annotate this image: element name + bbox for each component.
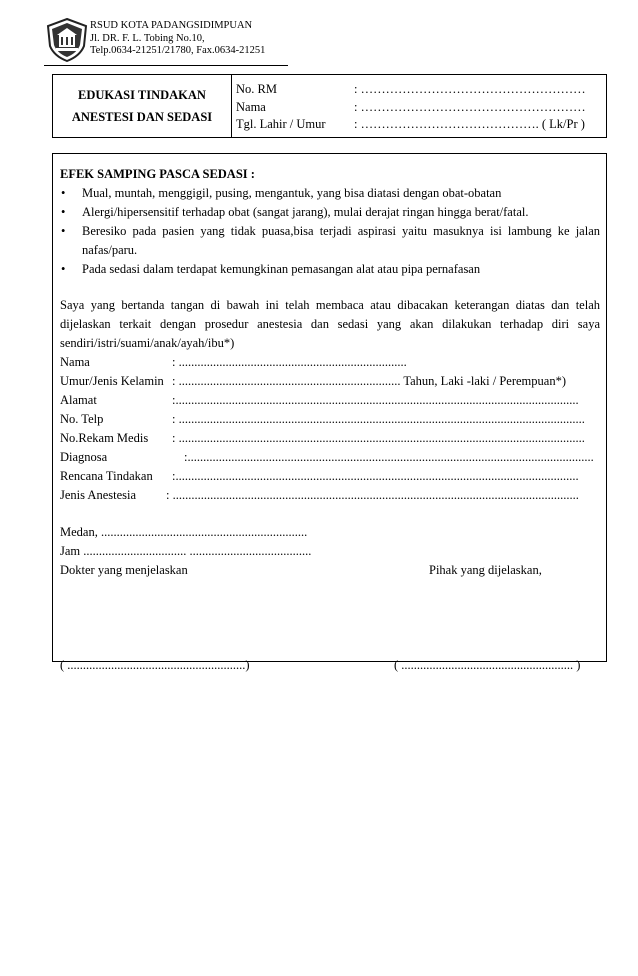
list-item — [60, 222, 600, 260]
field-row-diagnosa — [60, 448, 600, 467]
hospital-phone: Telp.0634-21251/21780, Fax.0634-21251 — [90, 45, 266, 56]
consent-form-box — [52, 153, 607, 672]
field-row-nama — [60, 353, 600, 372]
party-signature-field[interactable]: ( ....................................................... ) — [394, 658, 581, 672]
field-row-rencana — [60, 467, 600, 486]
party-label: Pihak yang dijelaskan, — [429, 563, 542, 577]
id-label: No. RM — [236, 82, 277, 96]
rm-field[interactable]: : ……………………………………………… — [354, 82, 586, 96]
id-label: Tgl. Lahir / Umur — [236, 117, 326, 131]
signer-labels — [60, 561, 600, 580]
field-label: No. Telp — [60, 412, 104, 426]
signature-block — [60, 523, 600, 675]
field-label: Alamat — [60, 393, 97, 407]
field-row-umur — [60, 372, 600, 391]
address-input[interactable]: :................................................................................................................................. — [172, 393, 579, 407]
doctor-label: Dokter yang menjelaskan — [60, 563, 188, 577]
list-item — [60, 260, 600, 279]
list-item — [60, 203, 600, 222]
field-label: Nama — [60, 355, 90, 369]
field-row-alamat — [60, 391, 600, 410]
field-label: Rencana Tindakan — [60, 469, 153, 483]
effect-text: Pada sedasi dalam terdapat kemungkinan pemasangan alat atau pipa pernafasan — [82, 262, 481, 276]
id-label: Nama — [236, 99, 266, 114]
phone-input[interactable]: : .................................................................................................................................. — [172, 412, 585, 426]
form-title-line1: EDUKASI TINDAKAN — [78, 88, 206, 102]
hospital-name: RSUD KOTA PADANGSIDIMPUAN — [90, 20, 253, 31]
name-field[interactable]: : ……………………………………………… — [354, 99, 586, 114]
hospital-address: Jl. DR. F. L. Tobing No.10, — [90, 32, 205, 44]
bullet-icon: • — [61, 186, 66, 200]
bullet-icon: • — [61, 262, 66, 276]
field-row-rekam-medis — [60, 429, 600, 448]
field-row-anestesia — [60, 486, 600, 505]
doctor-signature-field[interactable]: ( .........................................................) — [60, 658, 250, 672]
patient-id-box — [52, 74, 607, 138]
procedure-plan-input[interactable]: :................................................................................................................................. — [172, 469, 579, 483]
consent-statement: Saya yang bertanda tangan di bawah ini telah membaca atau dibacakan keterangan diatas dan telah dijelaskan terkait dengan prosedur anestesia dan sedasi yang akan dilakukan terhadap diri saya sendiri/istri/suami/anak/ayah/ibu*) — [60, 298, 600, 350]
place-date-line[interactable]: Medan, .................................................................. — [60, 525, 308, 539]
form-title-line2: ANESTESI DAN SEDASI — [71, 110, 213, 124]
side-effects-list — [60, 184, 600, 279]
field-label: No.Rekam Medis — [60, 431, 149, 445]
header-divider — [44, 65, 288, 66]
field-row-telp — [60, 410, 600, 429]
age-sex-input[interactable]: : ....................................................................... Tahun, Laki -laki / Perempuan*) — [172, 374, 566, 388]
field-label: Jenis Anestesia — [60, 488, 137, 502]
patient-fields — [60, 353, 600, 505]
medical-record-input[interactable]: : .................................................................................................................................. — [172, 431, 585, 445]
diagnosis-input[interactable]: :.................................................................................................................................. — [184, 450, 594, 464]
field-label: Diagnosa — [60, 450, 108, 464]
anesthesia-type-input[interactable]: : .................................................................................................................................. — [166, 488, 579, 502]
form-title — [53, 75, 232, 137]
bullet-icon: • — [61, 205, 66, 219]
effect-text: Beresiko pada pasien yang tidak puasa,bisa terjadi aspirasi yaitu masuknya isi lambung ke jalan nafas/paru. — [82, 224, 600, 257]
section-title: EFEK SAMPING PASCA SEDASI : — [60, 167, 255, 181]
bullet-icon: • — [61, 224, 66, 238]
list-item — [60, 184, 600, 203]
nama-input[interactable]: : ......................................................................... — [172, 355, 407, 369]
dob-age-field[interactable]: : ……………………………………. ( Lk/Pr ) — [354, 117, 585, 131]
field-label: Umur/Jenis Kelamin — [60, 374, 164, 388]
effect-text: Mual, muntah, menggigil, pusing, mengantuk, yang bisa diatasi dengan obat-obatan — [82, 186, 502, 200]
signature-lines — [60, 656, 600, 675]
hospital-header — [90, 20, 265, 58]
time-line[interactable]: Jam ................................. ....................................... — [60, 544, 312, 558]
hospital-crest-icon — [46, 18, 88, 62]
effect-text: Alergi/hipersensitif terhadap obat (sangat jarang), mulai derajat ringan hingga berat/fatal. — [82, 205, 529, 219]
signature-space — [60, 580, 600, 656]
